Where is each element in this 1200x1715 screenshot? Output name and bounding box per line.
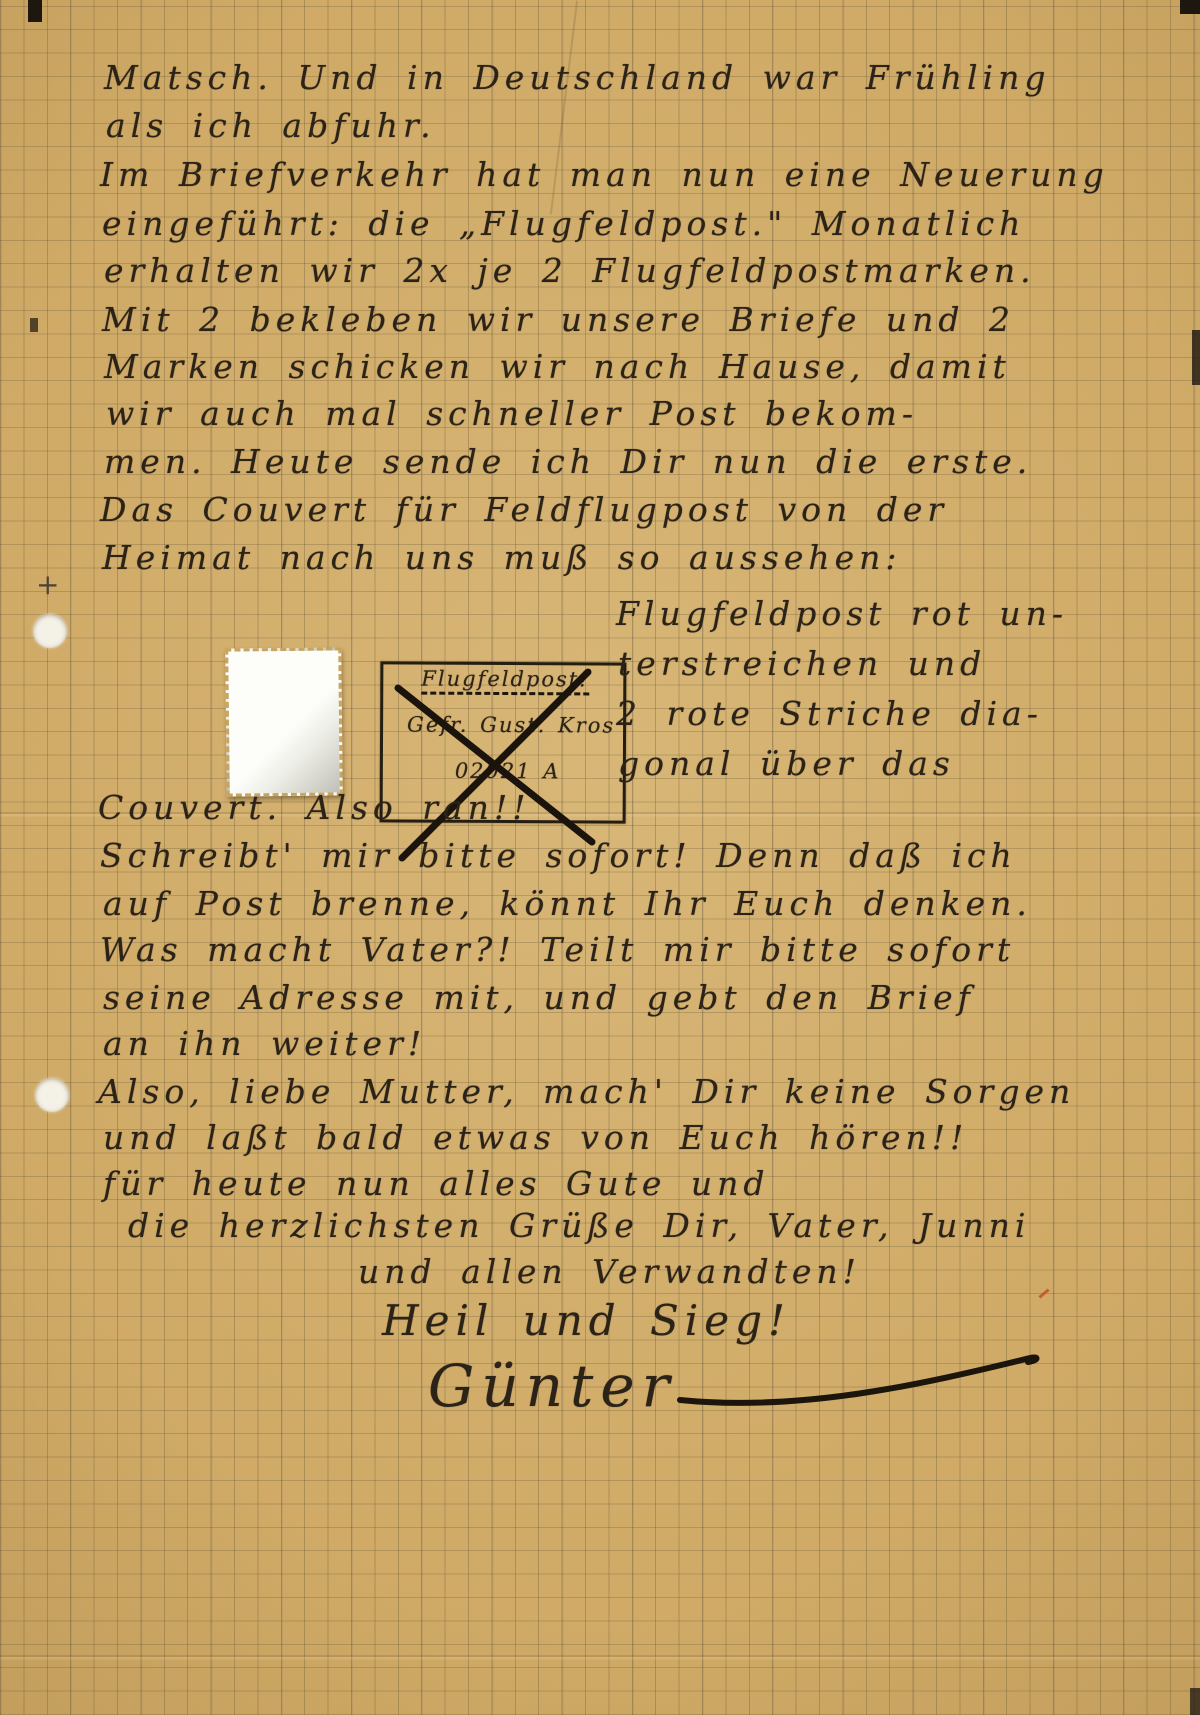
- letter-line: Was macht Vater?! Teilt mir bitte sofort: [100, 930, 1016, 969]
- envelope-address: Gefr. Gust. Kros: [407, 712, 616, 738]
- punch-hole: [35, 1078, 69, 1112]
- letter-line: Schreibt' mir bitte sofort! Denn daß ich: [100, 836, 1017, 875]
- closing-line: Heil und Sieg!: [382, 1296, 791, 1345]
- letter-line: eingeführt: die „Flugfeldpost." Monatlich: [102, 204, 1026, 243]
- letter-line: erhalten wir 2x je 2 Flugfeldpostmarken.: [104, 251, 1036, 290]
- pencil-plus-mark: +: [36, 568, 60, 601]
- farewell-line: die herzlichsten Grüße Dir, Vater, Junni: [128, 1206, 1031, 1245]
- letter-line: Matsch. Und in Deutschland war Frühling: [104, 58, 1051, 97]
- letter-line: Heimat nach uns muß so aussehen:: [102, 538, 902, 577]
- letter-line: wir auch mal schneller Post bekom-: [106, 394, 918, 433]
- letter-line: Marken schicken wir nach Hause, damit: [104, 347, 1011, 386]
- letter-line: men. Heute sende ich Dir nun die erste.: [104, 442, 1033, 481]
- edge-mark: [30, 318, 38, 332]
- letter-line: Im Briefverkehr hat man nun eine Neuerung: [100, 155, 1109, 194]
- letter-line: Das Couvert für Feldflugpost von der: [100, 490, 949, 529]
- letter-line: für heute nun alles Gute und: [103, 1164, 770, 1203]
- horizontal-crease: [0, 1655, 1200, 1657]
- margin-note-line: gonal über das: [618, 744, 955, 783]
- letter-line: seine Adresse mit, und gebt den Brief: [103, 978, 975, 1017]
- punch-hole: [33, 614, 67, 648]
- letter-line: Mit 2 bekleben wir unsere Briefe und 2: [102, 300, 1015, 339]
- edge-mark: [1192, 330, 1200, 385]
- margin-note-line: terstreichen und: [618, 644, 987, 683]
- envelope-number: 02021 A: [454, 758, 561, 784]
- farewell-line: und allen Verwandten!: [358, 1252, 861, 1291]
- letter-line: Couvert. Also ran!!: [98, 788, 531, 827]
- edge-mark: [1180, 0, 1200, 14]
- signature-flourish-icon: [620, 1330, 1050, 1420]
- letter-line: auf Post brenne, könnt Ihr Euch denken.: [103, 884, 1032, 923]
- pasted-stamp: [225, 647, 343, 796]
- letter-line: und laßt bald etwas von Euch hören!!: [103, 1118, 969, 1157]
- edge-mark: [1190, 1688, 1200, 1715]
- letter-line: als ich abfuhr.: [106, 106, 436, 145]
- letter-line: an ihn weiter!: [103, 1024, 427, 1063]
- envelope-caption: Flugfeldpost!: [421, 667, 590, 696]
- red-pencil-tick: [1038, 1288, 1049, 1298]
- margin-note-line: 2 rote Striche dia-: [616, 694, 1043, 733]
- letter-line: Also, liebe Mutter, mach' Dir keine Sorgen: [98, 1072, 1076, 1111]
- signature: Günter: [428, 1352, 677, 1420]
- edge-mark: [28, 0, 42, 22]
- margin-note-line: Flugfeldpost rot un-: [616, 594, 1068, 633]
